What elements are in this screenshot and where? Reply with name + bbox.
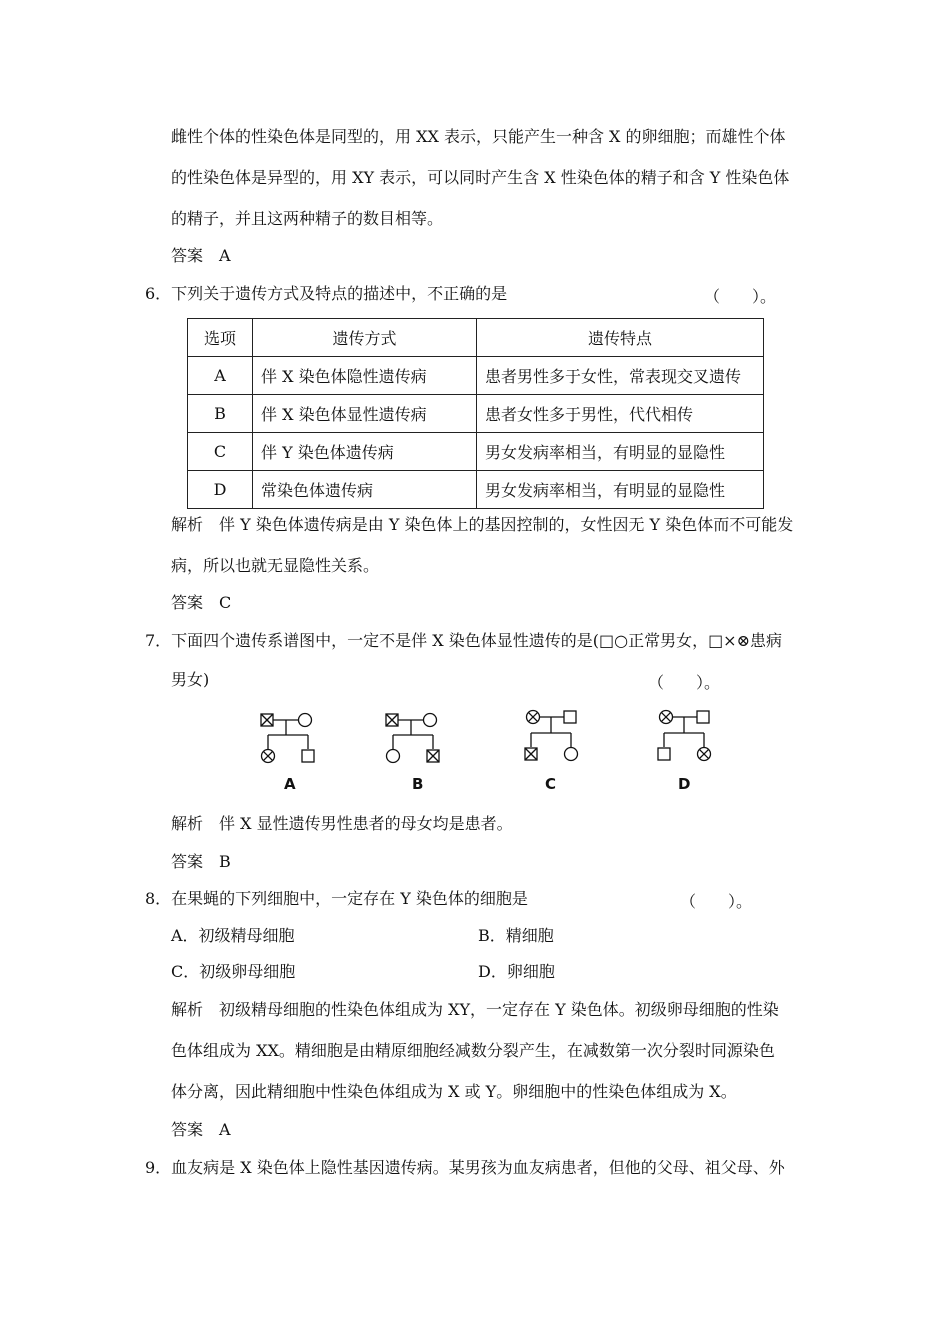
table-cell: 伴 X 染色体显性遗传病 (253, 395, 477, 433)
table-header-row (188, 319, 764, 357)
q6-explain-line1: 解析 伴 Y 染色体遗传病是由 Y 染色体上的基因控制的，女性因无 Y 染色体而不可能发 (171, 515, 794, 534)
normal-male-symbol (658, 748, 670, 760)
pedigree-a (255, 705, 325, 795)
q6-stem: 6．下列关于遗传方式及特点的描述中，不正确的是 (145, 284, 508, 303)
table-cell: A (188, 357, 253, 395)
normal-female-symbol (299, 714, 312, 727)
q8-answer-blank: （ ）。 (680, 892, 753, 911)
table-row (188, 433, 764, 471)
q8-answer: 答案 A (171, 1120, 231, 1139)
normal-female-symbol (565, 748, 578, 761)
q6-answer-blank: （ ）。 (704, 287, 777, 306)
normal-female-symbol (387, 750, 400, 763)
q5-explain-line2: 的性染色体是异型的，用 XY 表示，可以同时产生含 X 性染色体的精子和含 Y 性染色体 (171, 168, 790, 187)
table-row (188, 395, 764, 433)
q6-explain-line2: 病，所以也就无显隐性关系。 (171, 556, 380, 575)
normal-male-symbol (564, 711, 576, 723)
pedigree-d (652, 705, 722, 795)
table-cell: B (188, 395, 253, 433)
table-cell: 患者男性多于女性，常表现交叉遗传 (477, 357, 764, 395)
q7-stem-line1: 7．下面四个遗传系谱图中，一定不是伴 X 染色体显性遗传的是(□○正常男女，□×⊗患病 (145, 631, 782, 650)
q8-option-d: D．卵细胞 (478, 962, 555, 981)
q7-stem-line2: 男女) (171, 670, 210, 689)
table-cell: 男女发病率相当，有明显的显隐性 (477, 433, 764, 471)
q5-explain-line3: 的精子，并且这两种精子的数目相等。 (171, 209, 444, 228)
table-cell: 伴 Y 染色体遗传病 (253, 433, 477, 471)
pedigree-b (380, 705, 450, 795)
q8-explain-line2: 色体组成为 XX。精细胞是由精原细胞经减数分裂产生，在减数第一次分裂时同源染色 (171, 1041, 775, 1060)
normal-male-symbol (697, 711, 709, 723)
table-cell: D (188, 471, 253, 509)
table-header-cell: 遗传特点 (477, 319, 764, 357)
q8-option-a: A．初级精母细胞 (171, 926, 295, 945)
q6-options-table (187, 318, 764, 509)
q7-answer-blank: （ ）。 (648, 673, 721, 692)
q7-explain: 解析 伴 X 显性遗传男性患者的母女均是患者。 (171, 814, 513, 833)
normal-male-symbol (302, 750, 314, 762)
pedigree-c (519, 705, 589, 795)
q8-stem: 8．在果蝇的下列细胞中，一定存在 Y 染色体的细胞是 (145, 889, 528, 908)
q7-answer: 答案 B (171, 852, 231, 871)
table-cell: 患者女性多于男性，代代相传 (477, 395, 764, 433)
table-header-cell: 选项 (188, 319, 253, 357)
table-cell: C (188, 433, 253, 471)
pedigree-label: C (545, 775, 557, 793)
q9-stem: 9．血友病是 X 染色体上隐性基因遗传病。某男孩为血友病患者，但他的父母、祖父母、外 (145, 1158, 785, 1177)
q5-answer: 答案 A (171, 246, 231, 265)
pedigree-label: D (678, 775, 691, 793)
table-cell: 伴 X 染色体隐性遗传病 (253, 357, 477, 395)
q8-option-c: C．初级卵母细胞 (171, 962, 296, 981)
q5-explain-line1: 雌性个体的性染色体是同型的，用 XX 表示，只能产生一种含 X 的卵细胞；而雄性个体 (171, 127, 786, 146)
table-row (188, 357, 764, 395)
q8-explain-line1: 解析 初级精母细胞的性染色体组成为 XY，一定存在 Y 染色体。初级卵母细胞的性染 (171, 1000, 779, 1019)
q8-explain-line3: 体分离，因此精细胞中性染色体组成为 X 或 Y。卵细胞中的性染色体组成为 X。 (171, 1082, 737, 1101)
table-cell: 男女发病率相当，有明显的显隐性 (477, 471, 764, 509)
q6-answer: 答案 C (171, 593, 232, 612)
table-row (188, 471, 764, 509)
table-cell: 常染色体遗传病 (253, 471, 477, 509)
table-header-cell: 遗传方式 (253, 319, 477, 357)
pedigree-label: B (412, 775, 424, 793)
q8-option-b: B．精细胞 (478, 926, 554, 945)
pedigree-label: A (284, 775, 296, 793)
normal-female-symbol (424, 714, 437, 727)
